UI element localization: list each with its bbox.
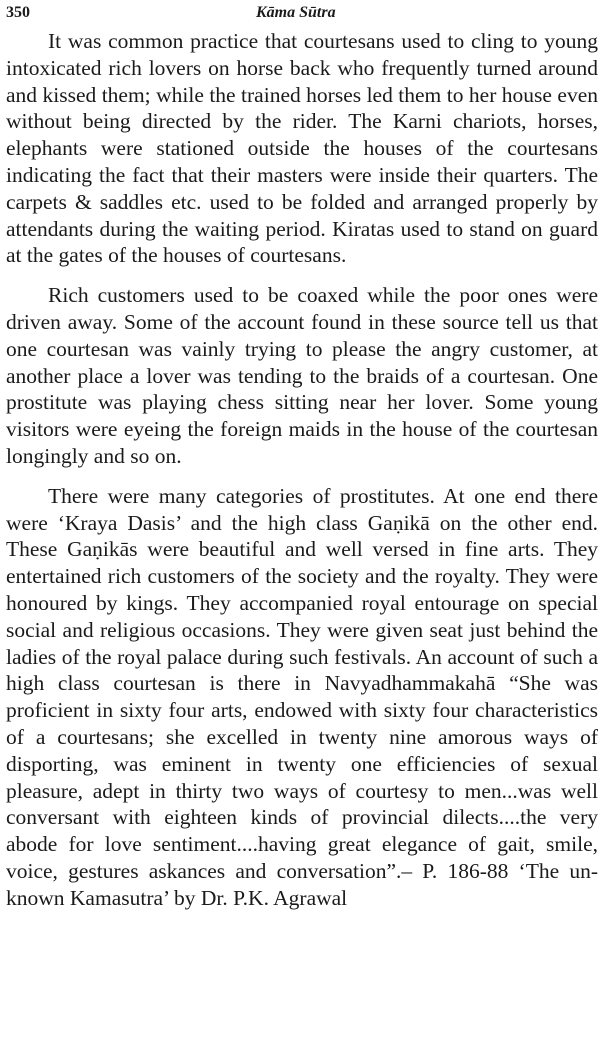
book-title: Kāma Sūtra [256, 4, 336, 21]
body-text [6, 28, 598, 912]
paragraph: There were many categories of prostitutes. At one end there were ‘Kraya Dasis’ and the high class Gaṇikā on the other end. These Gaṇikās were beautiful and well versed in fine arts. They entertained rich customers of the society and the royalty. They were honoured by kings. They accompanied royal entourage on special social and religious occasions. They were given seat just behind the ladies of the royal palace during such festivals. An account of such a high class courtesan is there in Navyadhammakahā “She was proficient in sixty four arts, endowed with sixty four characteristics of a courtesans; she excelled in twenty nine amorous ways of disporting, was eminent in twenty one efficiencies of sexual pleasure, adept in thirty two ways of courtesy to men...was well conversant with eighteen kinds of provincial dilects....the very abode for love sentiment....having great elegance of gait, smile, voice, gestures askances and conversation”.– P. 186-88 ‘The unknown Kamasutra’ by Dr. P.K. Agrawal [6, 483, 598, 910]
paragraph: It was common practice that courtesans used to cling to young intoxicated rich lovers on horse back who frequently turned around and kissed them; while the trained horses led them to her house even without being directed by the rider. The Karni chariots, horses, elephants were stationed outside the houses of the courtesans indicating the fact that their masters were inside their quarters. The carpets & saddles etc. used to be folded and arranged properly by attendants during the waiting period. Kiratas used to stand on guard at the gates of the houses of courtesans. [6, 29, 598, 268]
paragraph: Rich customers used to be coaxed while the poor ones were driven away. Some of the account found in these source tell us that one courtesan was vainly trying to please the angry customer, at another place a lover was tending to the braids of a courtesan. One prostitute was playing chess sitting near her lover. Some young visitors were eyeing the foreign maids in the house of the courtesan longingly and so on. [6, 283, 598, 468]
page-number: 350 [6, 4, 30, 21]
running-head [6, 2, 590, 24]
